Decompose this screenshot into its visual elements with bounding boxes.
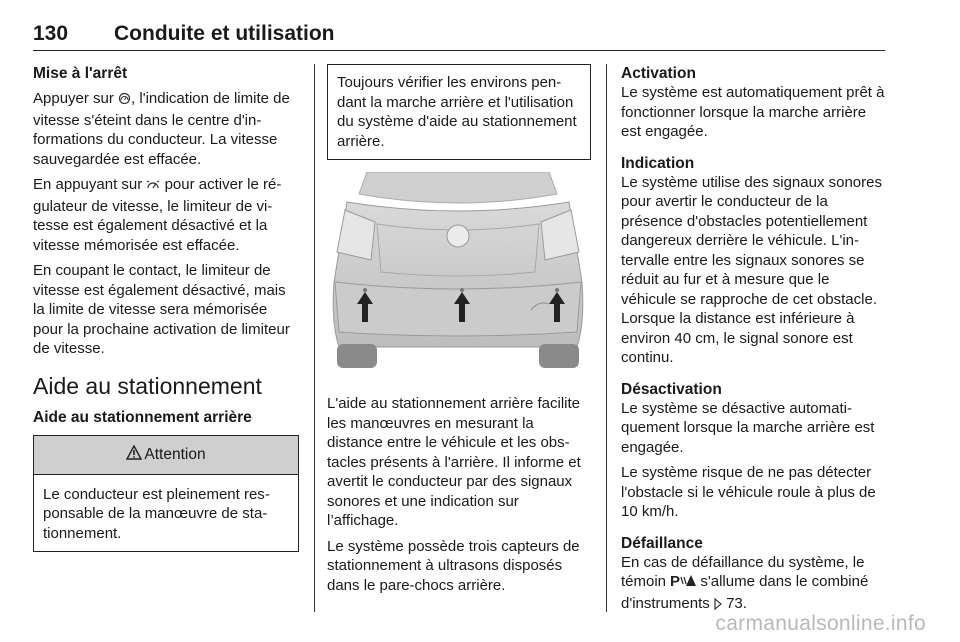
- attention-body: [34, 475, 298, 552]
- parking-warning-icon: [670, 573, 696, 594]
- deactivation-block: [621, 380, 885, 522]
- paragraph: En coupant le contact, le limiteur de vitesse est également désactivé, mais la limite de vitesse sera mémorisée pour la prochaine activation de limiteur de vitesse.: [33, 262, 290, 357]
- section-title: Aide au stationnement: [33, 372, 262, 399]
- notice-box: [327, 64, 591, 160]
- attention-header: [34, 435, 298, 475]
- svg-text:P: P: [670, 573, 681, 588]
- indication-text: Le système utilise des signaux sonores pour avertir le conducteur de la présence d'obstacles potentiellement dangereux derrière le véhicule. L'intervalle entre les signaux sonores se réduit au fur et à mesure que le véhicule se rapproche de cet obstacle. Lorsque la distance est inférieure à environ 40 cm, le signal sonore est continu.: [621, 173, 882, 366]
- indication-block: [621, 154, 885, 368]
- activation-block: [621, 64, 885, 142]
- page-number: 130: [33, 22, 69, 45]
- column-divider: [314, 64, 315, 612]
- paragraph: L'aide au stationnement arrière facilite les manœuvres en mesurant la distance entre le véhicule et les obstacles présents à l'arrière. Il informe et avertit le conducteur par des signaux sonores et une indication sur l’affichage.: [327, 395, 581, 529]
- deactivation-text: Le système se désactive automatiquement lorsque la marche arrière est engagée.: [621, 399, 875, 456]
- failure-title: Défaillance: [621, 534, 703, 552]
- failure-text: En cas de défaillance du système, le témoin P s'allume dans le combiné d'instruments 73.: [621, 553, 885, 616]
- attention-box: [33, 435, 299, 553]
- subsection-title: Aide au stationnement arrière: [33, 408, 252, 426]
- activation-text: Le système est automatiquement prêt à fonctionner lorsque la marche arrière est engagée.: [621, 84, 885, 140]
- failure-block: [621, 534, 885, 616]
- page-reference[interactable]: 73.: [726, 594, 747, 612]
- column-left: [33, 64, 299, 552]
- attention-text: Le conducteur est pleinement responsable de la manœuvre de stationnement.: [43, 485, 270, 542]
- attention-label: Attention: [144, 445, 206, 463]
- paragraph: Appuyer sur , l'indication de limite de vitesse s'éteint dans le centre d'informations du conducteur. La vitesse sauvegardée est effacée.: [33, 90, 290, 168]
- car-rear-illustration: [327, 172, 589, 380]
- paragraph: En appuyant sur pour activer le régulateur de vitesse, le limiteur de vitesse est également désactivé et la vitesse mémorisée est effacée.: [33, 176, 282, 254]
- column-right: [621, 64, 885, 627]
- deactivation-title: Désactivation: [621, 380, 722, 398]
- column-divider: [606, 64, 607, 612]
- deactivation-text: Le système risque de ne pas détecter l'obstacle si le véhicule roule à plus de 10 km/h.: [621, 464, 876, 520]
- cruise-control-icon: [146, 177, 160, 197]
- running-title: Conduite et utilisation: [114, 22, 335, 45]
- indication-title: Indication: [621, 154, 695, 172]
- speed-limiter-icon: [118, 91, 131, 111]
- notice-text: Toujours vérifier les environs pendant la marche arrière et l'utilisation du système d'aide au stationnement arrière.: [337, 74, 577, 150]
- heading-stop: Mise à l'arrêt: [33, 65, 128, 82]
- watermark: carmanualsonline.info: [715, 612, 926, 635]
- page-header: [33, 22, 885, 51]
- paragraph: Le système possède trois capteurs de stationnement à ultrasons disposés dans le pare-chocs arrière.: [327, 537, 580, 594]
- activation-title: Activation: [621, 65, 696, 82]
- warning-triangle-icon: [126, 445, 142, 465]
- column-middle: [327, 64, 591, 601]
